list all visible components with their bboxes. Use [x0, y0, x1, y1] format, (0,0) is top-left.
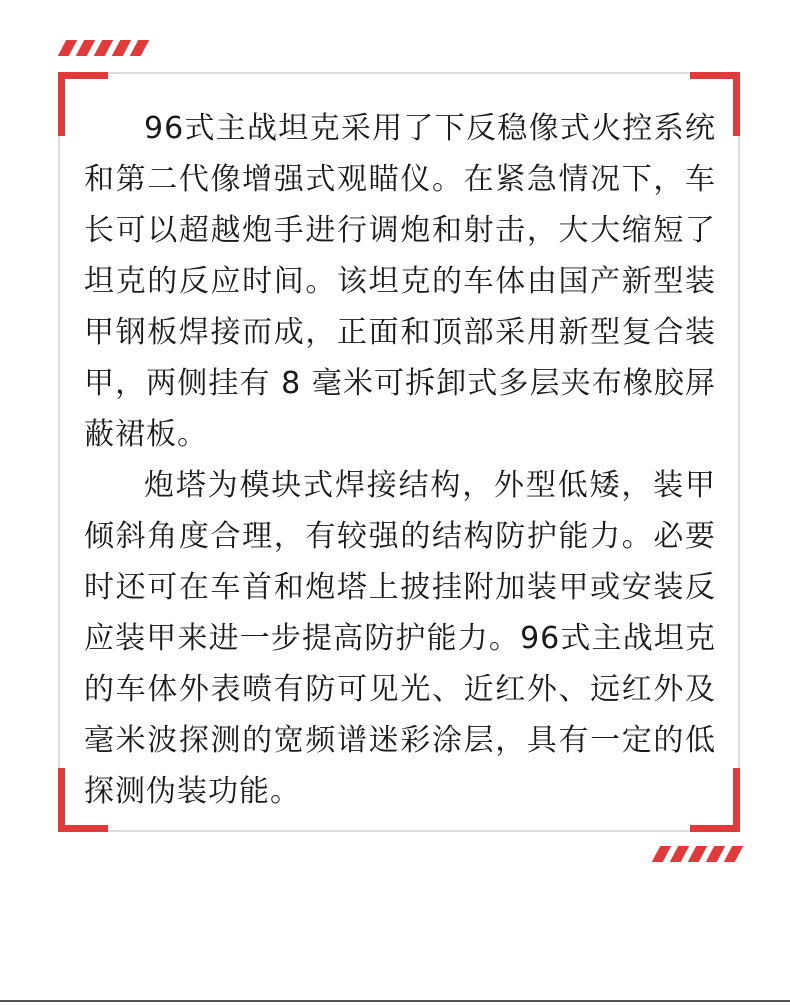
paragraph-1: 96式主战坦克采用了下反稳像式火控系统和第二代像增强式观瞄仪。在紧急情况下，车长可以超越炮手进行调炮和射击，大大缩短了坦克的反应时间。该坦克的车体由国产新型装甲钢板焊接而成，正面和顶部采用新型复合装甲，两侧挂有 8 毫米可拆卸式多层夹布橡胶屏蔽裙板。: [84, 111, 716, 452]
page-bottom-divider: [0, 1000, 790, 1002]
frame-top-border: [58, 72, 740, 74]
corner-tl-v: [58, 72, 65, 136]
paragraph-2: 炮塔为模块式焊接结构，外型低矮，装甲倾斜角度合理，有较强的结构防护能力。必要时还可在车首和炮塔上披挂附加装甲或安装反应装甲来进一步提高防护能力。96式主战坦克的车体外表喷有防可见光、近红外、远红外及毫米波探测的宽频谱迷彩涂层，具有一定的低探测伪装功能。: [84, 468, 716, 809]
corner-br-v: [733, 768, 740, 832]
corner-bl-h: [58, 825, 108, 832]
article-body: [84, 103, 716, 817]
corner-bl-v: [58, 768, 65, 832]
corner-tr-v: [733, 72, 740, 136]
top-stripes-decoration: [58, 40, 146, 56]
frame-bottom-border: [58, 830, 740, 832]
bottom-stripes-decoration: [652, 846, 740, 862]
corner-tl-h: [58, 72, 108, 79]
